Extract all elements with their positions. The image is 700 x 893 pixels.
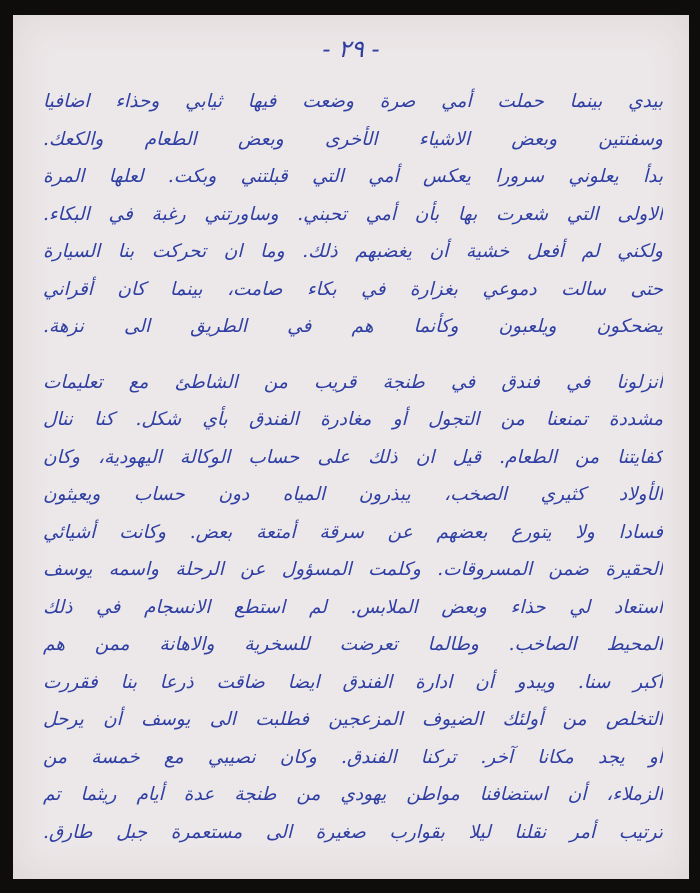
handwritten-page (13, 15, 689, 879)
text-line-content: الزملاء، أن استضافنا مواطن يهودي من طنجة عدة أيام ريثما تم (43, 784, 663, 806)
text-line-content: بيدي بينما حملت أمي صرة وضعت فيها ثيابي وحذاء اضافيا (43, 91, 663, 113)
text-line (43, 664, 663, 702)
text-line (43, 776, 663, 814)
text-line-content: بدأ يعلوني سرورا يعكس أمي التي قبلتني وبكت. لعلها المرة (43, 166, 663, 188)
text-line-content: الحقيرة ضمن المسروقات. وكلمت المسؤول عن الرحلة واسمه يوسف (43, 559, 663, 581)
text-line-content: يضحكون ويلعبون وكأنما هم في الطريق الى نزهة. (43, 316, 663, 338)
text-line (43, 626, 663, 664)
text-line-content: ولكني لم أفعل خشية أن يغضبهم ذلك. وما ان تحركت بنا السيارة (43, 241, 663, 263)
text-line (43, 589, 663, 627)
text-line (43, 233, 663, 271)
text-line-content: وسفنتين وبعض الاشياء الأخرى وبعض الطعام والكعك. (43, 128, 663, 150)
text-line-content: مشددة تمنعنا من التجول أو مغادرة الفندق بأي شكل. كنا ننال (43, 409, 663, 431)
paragraph-start-line (43, 364, 663, 402)
text-line (43, 739, 663, 777)
text-line-content: ترتيب أمر نقلنا ليلا بقوارب صغيرة الى مستعمرة جبل طارق. (43, 821, 663, 843)
text-line-content: فسادا ولا يتورع بعضهم عن سرقة أمتعة بعض. وكانت أشيائي (43, 521, 663, 543)
text-line (43, 158, 663, 196)
text-line (43, 814, 663, 852)
text-line-content: المحيط الصاخب. وطالما تعرضت للسخرية والاهانة ممن هم (43, 634, 663, 656)
text-line-content: أو يجد مكانا آخر. تركنا الفندق. وكان نصيبي مع خمسة من (43, 746, 663, 768)
handwritten-text (43, 83, 663, 851)
text-line (43, 701, 663, 739)
text-line-content: أكبر سنا. ويبدو أن ادارة الفندق ايضا ضاقت ذرعا بنا فقررت (43, 671, 663, 693)
page-number: - ٢٩ - (322, 35, 380, 63)
text-line-content: كفايتنا من الطعام. قيل ان ذلك على حساب الوكالة اليهودية، وكان (43, 446, 663, 468)
text-line-content: الأولاد كثيري الصخب، يبذرون المياه دون حساب ويعيثون (43, 484, 663, 506)
text-line (43, 121, 663, 159)
text-line (43, 196, 663, 234)
text-line (43, 551, 663, 589)
text-line (43, 271, 663, 309)
text-line (43, 83, 663, 121)
text-line-content: حتى سالت دموعي بغزارة في بكاء صامت، بينما كان أقراني (43, 278, 663, 300)
text-line (43, 439, 663, 477)
text-line (43, 308, 663, 346)
text-line (43, 476, 663, 514)
text-line (43, 401, 663, 439)
text-line-content: استعاد لي حذاء وبعض الملابس. لم استطع الانسجام في ذلك (43, 596, 663, 618)
text-line-content: أنزلونا في فندق في طنجة قريب من الشاطئ مع تعليمات (43, 371, 663, 393)
text-line-content: الاولى التي شعرت بها بأن أمي تحبني. وساورتني رغبة في البكاء. (43, 203, 663, 225)
text-line (43, 514, 663, 552)
text-line-content: التخلص من أولئك الضيوف المزعجين فطلبت الى يوسف أن يرحل (43, 709, 663, 731)
